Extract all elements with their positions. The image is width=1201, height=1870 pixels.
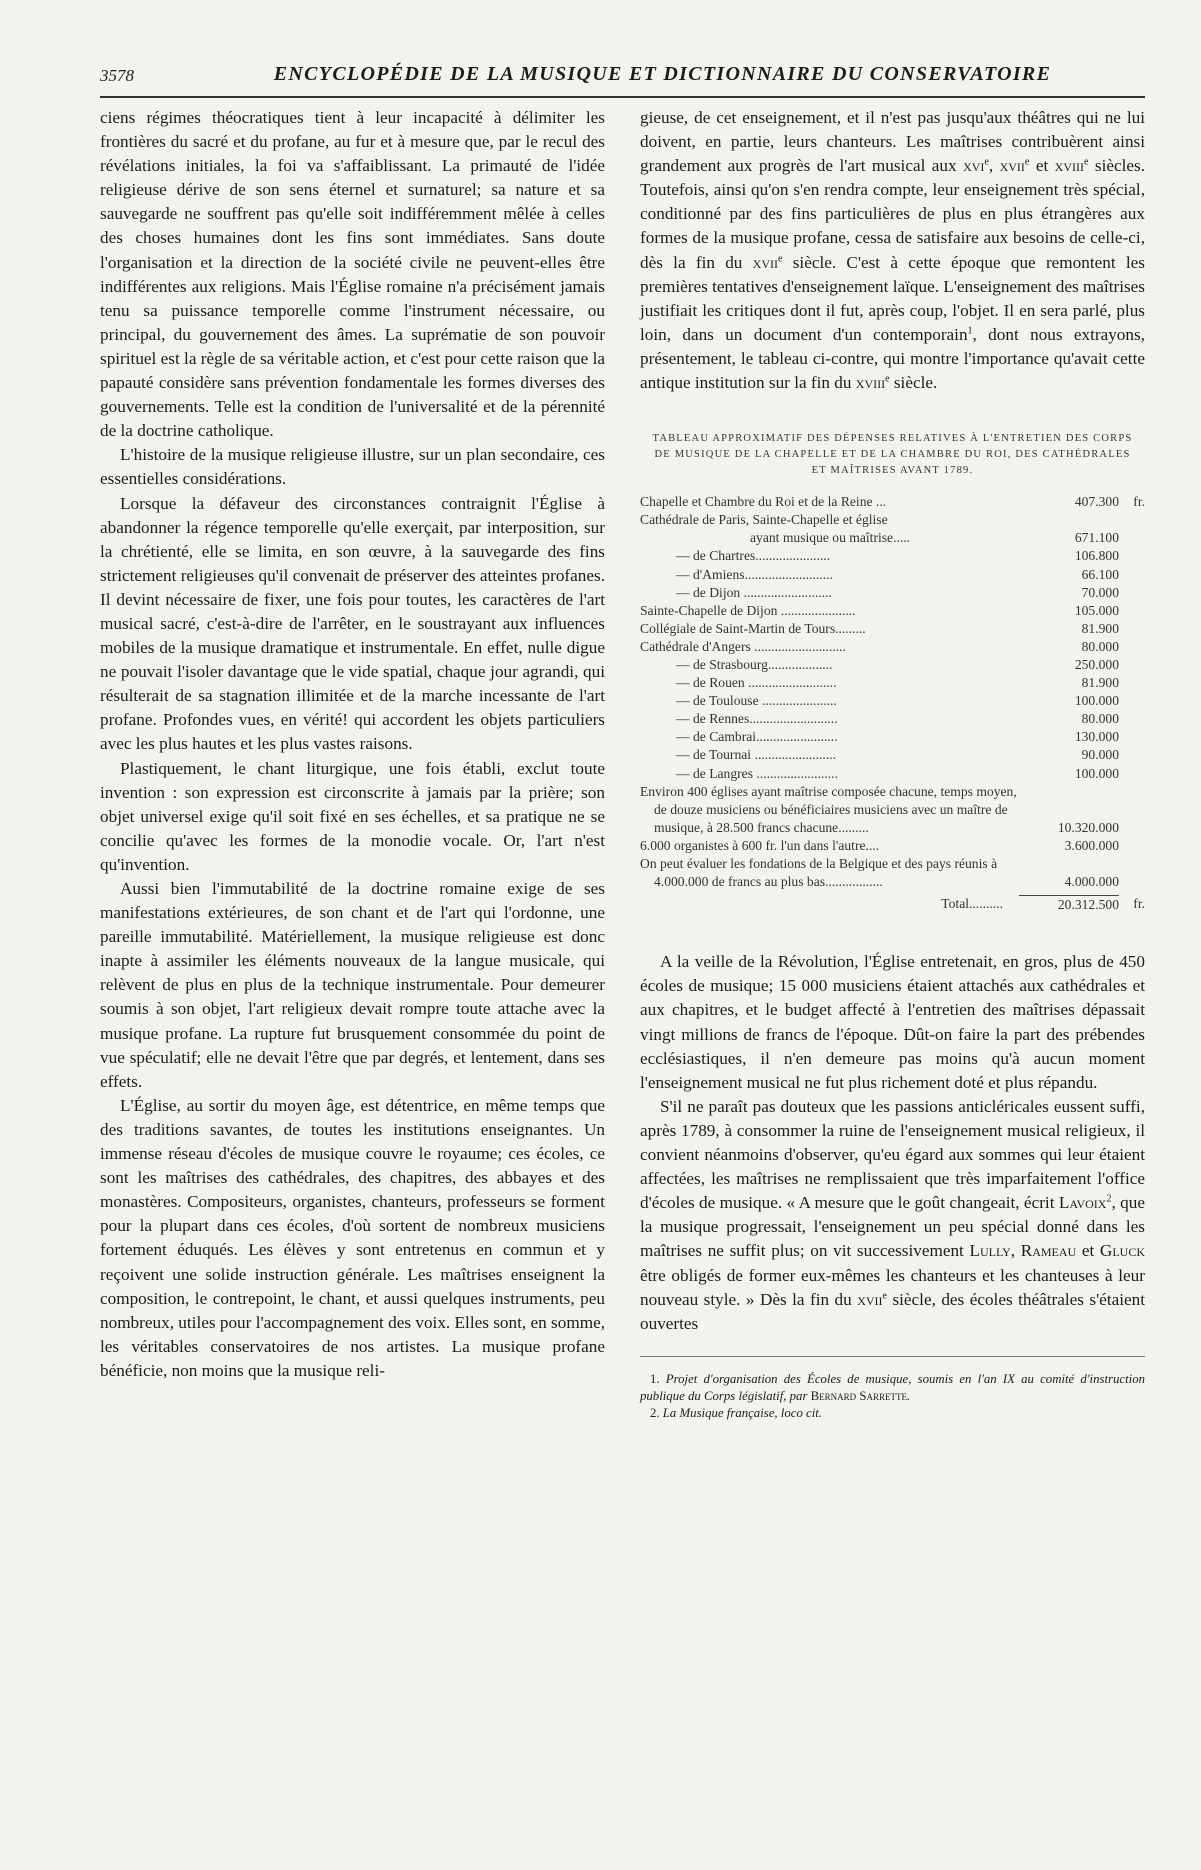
table-caption: TABLEAU APPROXIMATIF DES DÉPENSES RELATIVES À L'ENTRETIEN DES CORPS DE MUSIQUE DE LA CHAPELLE ET DE LA CHAMBRE DU ROI, DES CATHÉDRALES ET MAÎTRISES AVANT 1789. (652, 433, 1133, 477)
text-span: siècle. C'est à cette époque que remontent les premières tentatives d'enseignement laïque. L'enseignement des maîtrises justifiait les critiques dont il fut, après coup, l'objet. Il en sera parlé, plus loin, dans un document d'un contemporain (640, 252, 1145, 344)
text-span: et (1029, 156, 1055, 176)
table-row (640, 765, 1145, 783)
page-header (100, 60, 1145, 98)
table-row (640, 656, 1145, 674)
table-row (640, 855, 1145, 891)
row-value: 90.000 (1081, 747, 1119, 763)
table-row (640, 710, 1145, 728)
row-value: 250.000 (1074, 656, 1119, 672)
footnote-number: 1. (650, 1371, 666, 1386)
row-label: — de Toulouse ...................... (676, 693, 837, 709)
table-row (640, 547, 1145, 565)
right-column (640, 106, 1145, 1422)
superscript: e (778, 252, 783, 264)
footnote-ref[interactable]: 1 (967, 325, 973, 337)
text-span: siècle, des écoles théâtrales s'étaient ouvertes (640, 1289, 1145, 1333)
row-value: 105.000 (1074, 602, 1119, 618)
footnote-author: Bernard Sarrette (810, 1388, 907, 1403)
superscript: e (1024, 156, 1030, 168)
author-name: Lavoix (1058, 1193, 1107, 1213)
paragraph (640, 1095, 1145, 1336)
paragraph: L'Église, au sortir du moyen âge, est détentrice, en même temps que des traditions savantes, de toutes les institutions enseignantes. Un immense réseau d'écoles de musique couvre le royaume; ces écoles, ce sont les maîtrises des cathédrales, des chapitres, des abbayes et des monastères. Compositeurs, organistes, chanteurs, professeurs se forment pour la plupart dans ces écoles, d'où sortent de nombreux musiciens fortement éduqués. Les élèves y sont entretenus en commun et y reçoivent une solide instruction générale. Les maîtrises enseignent la composition, le contrepoint, le chant, et aussi quelques instruments, peu nombreux, utiles pour l'accompagnement des voix. Elles sont, en somme, les véritables conservatoires de nos artistes. La musique profane bénéficie, non moins que la musique reli- (100, 1095, 605, 1380)
row-value: 4.000.000 (1064, 874, 1119, 890)
table-row (640, 620, 1145, 638)
table-row (640, 529, 1145, 547)
table-row (640, 511, 1145, 529)
table-total-row (640, 895, 1145, 914)
row-value: 3.600.000 (1064, 837, 1119, 853)
table-row (640, 638, 1145, 656)
paragraph: Plastiquement, le chant liturgique, une fois établi, exclut toute invention : son expression est circonscrite à jamais par la prière; son objet universel exige qu'il soit fixé en ses échelles, et sa pratique ne se concilie qu'avec les formes de la monodie vocale. Or, l'art n'est qu'invention. (100, 758, 605, 874)
table-row (640, 692, 1145, 710)
table-row (640, 728, 1145, 746)
left-column (100, 106, 605, 1383)
paragraph: Aussi bien l'immutabilité de la doctrine romaine exige de ses manifestations extérieures, de son chant et de l'art qui l'ordonne, une pareille immutabilité. Matériellement, la musique religieuse est donc inapte à assimiler les éléments nouveaux de la langue musicale, qui relèvent de plus en plus de la technique instrumentale. Pour demeurer soumis à son objet, l'art religieux devait rompre toute attache avec la musique profane. La rupture fut brusquement consommée du point de vue spéculatif; elle ne devait l'être que par degrés, et lentement, dans ses effets. (100, 879, 605, 1091)
total-label: Total.......... (941, 896, 1003, 912)
footnote-ref[interactable]: 2 (1106, 1193, 1112, 1205)
composer-name: Gluck (1099, 1241, 1146, 1261)
row-value: 106.800 (1074, 548, 1119, 564)
row-value: 80.000 (1081, 711, 1119, 727)
row-label: Chapelle et Chambre du Roi et de la Reine ... (640, 494, 887, 510)
superscript: e (1084, 156, 1089, 168)
superscript: e (984, 156, 989, 168)
row-value: 407.300 (1074, 494, 1119, 510)
table-row (640, 493, 1145, 511)
paragraph: A la veille de la Révolution, l'Église entretenait, en gros, plus de 450 écoles de musique; 15 000 musiciens étaient attachés aux cathédrales et aux chapitres, et le budget affecté à l'entretien des maîtrises dépassait vingt millions de francs de l'époque. Dût-on faire la part des prébendes ecclésiastiques, il n'en demeure pas moins qu'à aucun moment l'enseignement musical ne fut plus richement doté et plus répandu. (640, 952, 1145, 1092)
table-row (640, 783, 1145, 837)
row-value: 100.000 (1074, 765, 1119, 781)
text-span: , (1010, 1241, 1021, 1261)
paragraph (640, 106, 1145, 395)
composer-name: Lully (969, 1241, 1011, 1261)
century-numeral: xviii (1054, 156, 1084, 176)
table-row (640, 602, 1145, 620)
row-label: Collégiale de Saint-Martin de Tours......... (640, 620, 866, 636)
text-span: S'il ne paraît pas douteux que les passions anticléricales eussent suffi, après 1789, à consommer la ruine de l'enseignement musical religieux, il convient néanmoins d'observer, qu'eu égard aux sommes qui leur étaient affectées, les maîtrises ne remplissaient que très imparfaitement l'office d'écoles de musique. « A mesure que le goût changeait, écrit (640, 1096, 1145, 1213)
row-label: — de Tournai ........................ (676, 747, 837, 763)
text-span: et (1076, 1241, 1100, 1261)
footnote-text: . (907, 1388, 911, 1403)
table-row (640, 746, 1145, 764)
composer-name: Rameau (1020, 1241, 1077, 1261)
running-title: ENCYCLOPÉDIE DE LA MUSIQUE ET DICTIONNAIRE DU CONSERVATOIRE (273, 63, 1052, 85)
row-value: 70.000 (1081, 584, 1119, 600)
text-span: gieuse, de cet enseignement, et il n'est pas jusqu'aux théâtres qui ne lui doivent, en partie, leurs chanteurs. Les maîtrises contribuèrent ainsi grandement aux progrès de l'art musical aux (640, 108, 1145, 176)
row-label: — de Cambrai........................ (676, 729, 838, 745)
table-row (640, 584, 1145, 602)
table-row (640, 566, 1145, 584)
page-number: 3578 (100, 66, 134, 85)
row-label: — de Chartres...................... (676, 548, 831, 564)
expenses-table (640, 493, 1145, 891)
row-value: 10.320.000 (1057, 819, 1119, 835)
superscript: e (882, 1289, 887, 1301)
paragraph: ciens régimes théocratiques tient à leur incapacité à délimiter les frontières du sacré et du profane, au fur et à mesure que, par le recul des révélations initiales, la foi va s'affaiblissant. La primauté de l'idée religieuse dérive de son sens éternel et surnaturel; sa nature et sa sauvegarde ne souffrent pas qu'elle soit indifféremment mêlée à celles des choses humaines dont les fins sont immédiates. Sans doute l'organisation et la direction de la société civile ne peuvent-elles être indifférentes aux religions. Mais l'Église romaine n'a précisément jamais tenu sa puissance temporelle comme l'instrument nécessaire, ou principal, du gouvernement des âmes. La suprématie de son pouvoir spirituel est la règle de sa véritable action, et c'est pour cette raison que la papauté considère sans prévention fondamentale les formes diverses des gouvernements. Telle est la condition de l'universalité et de la pérennité de la doctrine catholique. (100, 108, 605, 441)
row-value: 671.100 (1074, 530, 1119, 546)
row-label: — d'Amiens.......................... (676, 566, 833, 582)
footnote-2 (640, 1405, 1145, 1422)
text-span: siècle. (889, 373, 938, 393)
row-label: Cathédrale de Paris, Sainte-Chapelle et église (640, 512, 888, 528)
century-numeral: xvi (963, 156, 985, 176)
row-label: Sainte-Chapelle de Dijon ...................... (640, 602, 856, 618)
total-unit: fr. (1133, 896, 1145, 912)
text-span: , dont nous extrayons, présentement, le tableau ci-contre, qui montre l'importance qu'avait cette antique institution sur la fin du (640, 324, 1145, 393)
footnote-1 (640, 1371, 1145, 1405)
row-label: Environ 400 églises ayant maîtrise composée chacune, temps moyen, de douze musiciens ou bénéficiaires musiciens avec un maître de musique, à 28.500 francs chacune......... (640, 783, 1017, 835)
footnote-text: La Musique française, loco cit. (662, 1405, 823, 1420)
total-value: 20.312.500 (1019, 895, 1119, 914)
row-label: — de Langres ........................ (676, 765, 838, 781)
row-label: On peut évaluer les fondations de la Belgique et des pays réunis à 4.000.000 de francs au plus bas................. (640, 856, 998, 890)
century-numeral: xvii (999, 156, 1025, 176)
row-label: — de Rouen .......................... (676, 675, 837, 691)
footnote-text: Projet d'organisation des Écoles de musique, soumis en l'an IX au comité d'instruction publique du Corps législatif, par (640, 1371, 1146, 1403)
footnote-number: 2. (650, 1405, 663, 1420)
row-value: 130.000 (1074, 729, 1119, 745)
row-label: — de Dijon .......................... (676, 584, 832, 600)
row-label: ayant musique ou maîtrise..... (750, 530, 911, 546)
row-label: Cathédrale d'Angers ........................... (640, 638, 846, 654)
row-unit: fr. (1133, 494, 1145, 510)
table-row (640, 674, 1145, 692)
row-value: 66.100 (1081, 566, 1119, 582)
row-value: 81.900 (1081, 675, 1119, 691)
row-value: 100.000 (1074, 693, 1119, 709)
text-span: , que la musique progressait, l'enseignement un peu spécial donné dans les maîtrises ne suffit plus; on vit successivement (640, 1193, 1145, 1261)
text-span: être obligés de former eux-mêmes les chanteurs et les chanteuses à leur nouveau style. » Dès la fin du (640, 1265, 1145, 1309)
row-value: 81.900 (1081, 620, 1119, 636)
paragraph: Lorsque la défaveur des circonstances contraignit l'Église à abandonner la régence temporelle qu'elle exerçait, par interposition, sur la chrétienté, elle se limita, en son œuvre, à la sauvegarde des fins strictement religieuses qu'il convenait de préserver des atteintes profanes. Il devint nécessaire de fixer, une fois pour toutes, les caractères de l'art musical sacré, c'est-à-dire de l'arrêter, en le soustrayant aux influences mobiles de la musique dramatique et instrumentale. En effet, nulle digue ne pouvait l'isoler davantage que le vide spatial, chaque jour agrandi, qui résulterait de sa stagnation illimitée et de la marche incessante de l'art profane. Profondes vues, en vérité! qui accordent les objets particuliers avec les plus hautes et les plus vastes raisons. (100, 493, 605, 754)
century-numeral: xviii (855, 373, 886, 393)
footnotes (640, 1356, 1145, 1422)
row-label: — de Rennes.......................... (676, 711, 838, 727)
row-label: 6.000 organistes à 600 fr. l'un dans l'autre.... (640, 837, 880, 853)
century-numeral: xvii (857, 1289, 883, 1309)
text-span: siècles. Toutefois, ainsi qu'on s'en rendra compte, leur enseignement très spécial, conditionné par des fins particulières de plus en plus étrangères aux formes de la musique profane, cessa de satisfaire aux besoins de celle-ci, dès la fin du (640, 156, 1146, 272)
century-numeral: xvii (752, 252, 779, 272)
row-label: — de Strasbourg................... (676, 656, 833, 672)
after-table-text (640, 950, 1145, 1336)
text-span: , (988, 156, 1000, 176)
row-value: 80.000 (1081, 638, 1119, 654)
paragraph: L'histoire de la musique religieuse illustre, sur un plan secondaire, ces essentielles considérations. (100, 445, 605, 489)
page (100, 60, 1145, 1840)
table-row (640, 837, 1145, 855)
superscript: e (885, 373, 890, 385)
